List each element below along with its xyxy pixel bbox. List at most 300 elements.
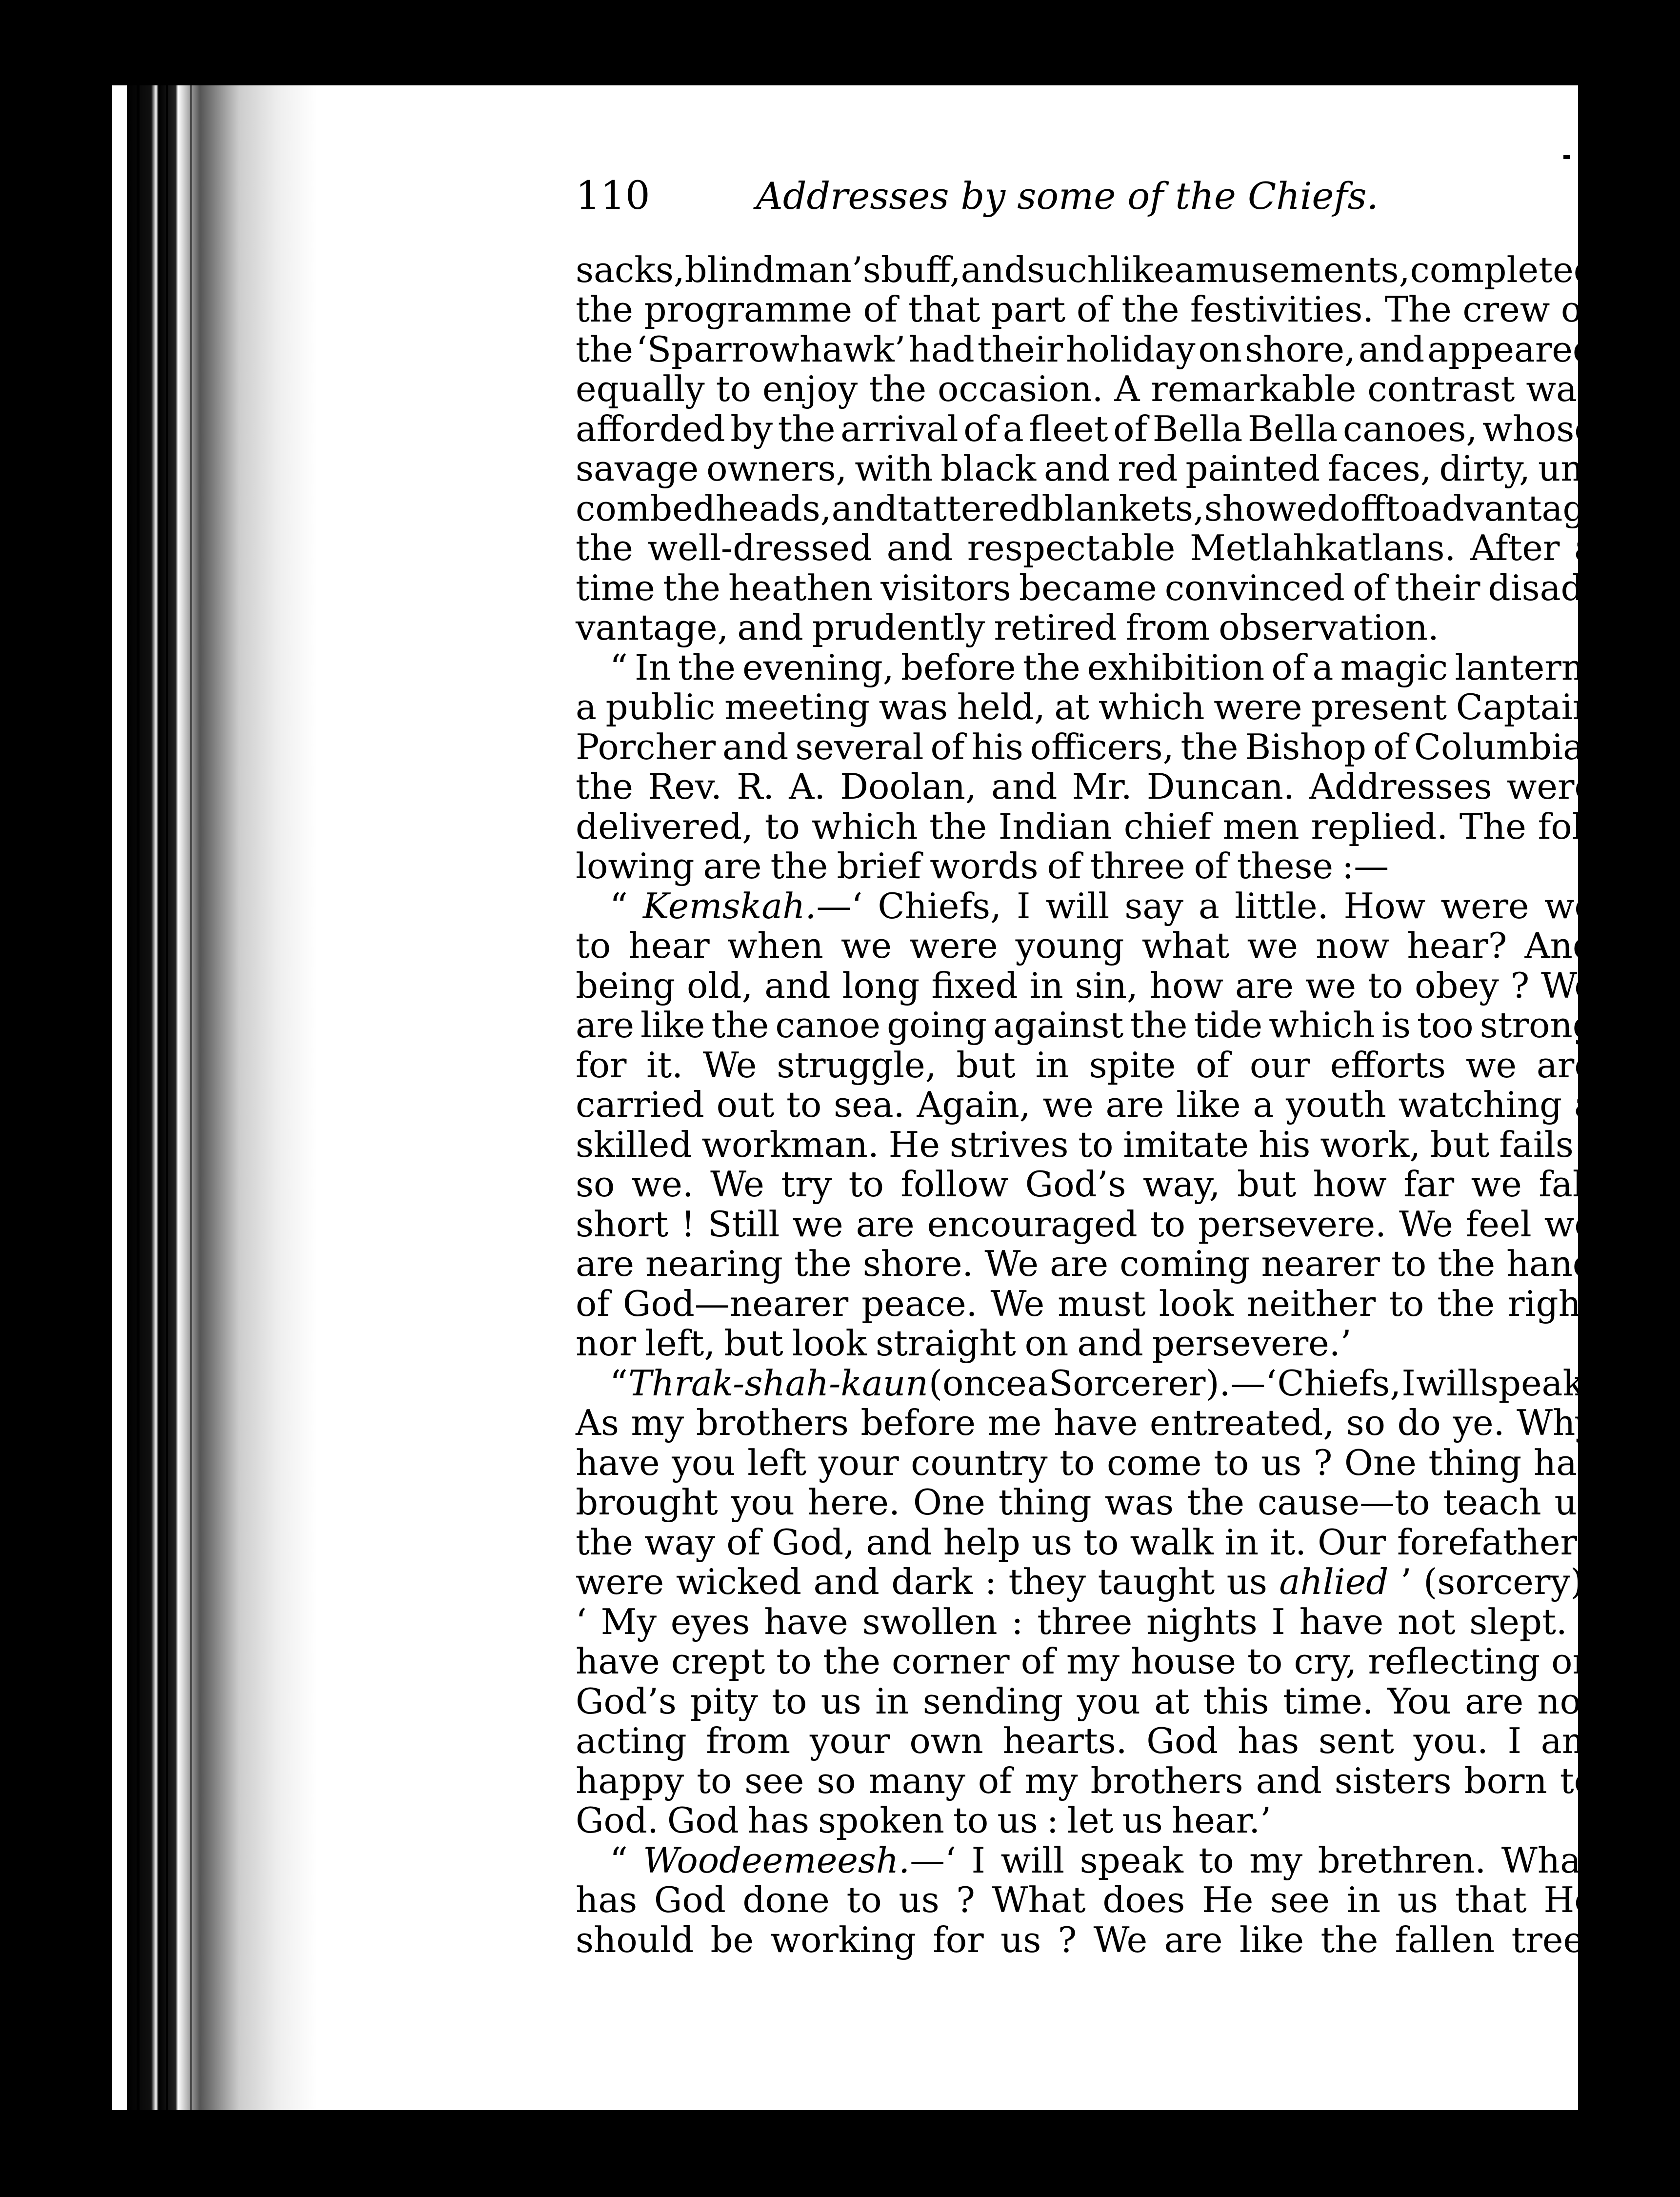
word: to <box>764 806 800 847</box>
word: so <box>1346 1402 1386 1443</box>
word: slept. <box>1469 1601 1567 1642</box>
word: “ <box>610 1839 628 1881</box>
word: of <box>978 1760 1012 1801</box>
word: skilled <box>576 1124 692 1165</box>
word: being <box>576 965 676 1006</box>
word: now <box>1315 925 1390 966</box>
word: for <box>576 1044 627 1086</box>
word: my <box>1066 1641 1120 1682</box>
word: Metlahkatlans. <box>1190 527 1456 568</box>
word: must <box>1058 1283 1146 1324</box>
word: three <box>1090 846 1185 887</box>
text-line <box>576 528 1595 568</box>
word: a <box>1002 408 1024 449</box>
word: One <box>1344 1442 1417 1483</box>
word: the <box>929 806 987 847</box>
word: a <box>1199 885 1220 927</box>
word: off <box>1339 487 1386 529</box>
word: imitate <box>1123 1124 1249 1165</box>
text-line <box>576 330 1595 370</box>
word: here. <box>807 1482 900 1523</box>
word: to <box>1078 1124 1114 1165</box>
word: The <box>1459 806 1526 847</box>
word: became <box>1019 567 1157 608</box>
word: tattered <box>897 487 1042 529</box>
text-line <box>576 1403 1595 1443</box>
word: we <box>1247 925 1298 966</box>
word: He <box>1201 1879 1254 1920</box>
word: crew <box>1462 289 1550 330</box>
word: entreated, <box>1149 1402 1335 1443</box>
word: follow <box>900 1164 1009 1205</box>
word: struggle, <box>777 1044 937 1086</box>
word: ? <box>1313 1442 1333 1483</box>
word: I <box>1581 1601 1595 1642</box>
text-line <box>576 1801 1595 1841</box>
word: your <box>809 1720 890 1761</box>
word: God’s <box>576 1680 677 1722</box>
word: God <box>667 1800 739 1841</box>
word: completed <box>1410 249 1596 290</box>
word: taught <box>1098 1561 1215 1602</box>
word: and <box>831 487 898 529</box>
word: which <box>811 806 918 847</box>
word: our <box>1249 1044 1310 1086</box>
word: us <box>1031 1521 1073 1563</box>
word: will <box>1416 1362 1480 1404</box>
word: and <box>960 249 1027 290</box>
word: and <box>813 1561 880 1602</box>
word: sisters <box>1334 1760 1452 1801</box>
word: and <box>1256 1760 1322 1801</box>
word: like <box>1239 1919 1304 1960</box>
word: straight <box>876 1323 1016 1364</box>
word: men <box>1222 806 1300 847</box>
word: to <box>786 1084 822 1125</box>
word: young <box>1015 925 1124 966</box>
gutter-edge-line <box>166 85 168 2110</box>
word: Indian <box>998 806 1113 847</box>
word: : <box>1011 1601 1023 1642</box>
word: : <box>1046 1800 1059 1841</box>
word: Bella <box>1247 408 1338 449</box>
word: to <box>1391 1243 1427 1284</box>
text-line <box>576 1006 1595 1046</box>
word: born <box>1464 1760 1547 1801</box>
word: right <box>1508 1283 1595 1324</box>
word: for <box>933 1919 984 1960</box>
word: many <box>868 1760 965 1801</box>
word: but <box>724 1323 783 1364</box>
word: “ <box>610 1362 628 1404</box>
word: was <box>1104 1482 1174 1523</box>
word: of <box>1373 726 1407 767</box>
text-line <box>576 887 1595 927</box>
word: And <box>1524 925 1595 966</box>
word: to <box>1199 1839 1234 1881</box>
word: have <box>1299 1601 1384 1642</box>
word: sin, <box>1075 965 1138 1006</box>
word: little. <box>1235 885 1329 927</box>
text-line <box>576 369 1595 409</box>
word: we <box>1471 1164 1522 1205</box>
word: fails <box>1499 1124 1574 1165</box>
text-line <box>576 449 1595 489</box>
word: God <box>1146 1720 1219 1761</box>
word: enjoy <box>762 368 858 409</box>
text-line <box>576 1841 1595 1881</box>
word: see <box>1270 1879 1330 1920</box>
word: to <box>848 1164 884 1205</box>
text-line <box>576 1523 1595 1563</box>
text-line <box>576 1642 1595 1682</box>
word: Addresses <box>1309 766 1492 807</box>
word: are <box>1164 1919 1223 1960</box>
word: Kemskah.—‘ <box>642 885 863 927</box>
word: were <box>909 925 998 966</box>
word: of <box>930 726 965 767</box>
word: youth <box>1286 1084 1386 1125</box>
word: so <box>817 1760 856 1801</box>
text-line <box>576 290 1595 330</box>
word: hearts. <box>1002 1720 1127 1761</box>
word: ? <box>1058 1919 1077 1960</box>
word: programme <box>644 289 852 330</box>
word: and <box>866 1521 932 1563</box>
word: like <box>640 1005 705 1046</box>
word: tree, <box>1511 1919 1595 1960</box>
word: part <box>991 289 1066 330</box>
text-line <box>576 1205 1595 1245</box>
word: Still <box>708 1203 780 1245</box>
word: working <box>770 1919 916 1960</box>
word: festivities. <box>1190 289 1374 330</box>
word: brought <box>576 1482 718 1523</box>
word: too <box>1417 1005 1474 1046</box>
word: way <box>644 1521 716 1563</box>
word: short <box>576 1203 669 1245</box>
word: chief <box>1123 806 1211 847</box>
text-line <box>576 1125 1595 1165</box>
word: the <box>576 289 633 330</box>
word: canoes, <box>1342 408 1478 449</box>
word: spite <box>1089 1044 1176 1086</box>
word: We <box>990 1283 1045 1324</box>
word: we <box>1305 965 1357 1006</box>
word: have <box>764 1601 848 1642</box>
word: persevere.’ <box>1152 1323 1352 1364</box>
word: owners, <box>706 448 847 489</box>
word: What <box>1501 1839 1595 1881</box>
word: are <box>1050 1243 1109 1284</box>
word: and <box>1044 448 1110 489</box>
word: and <box>1358 328 1425 370</box>
word: remarkable <box>1151 368 1357 409</box>
word: not <box>1537 1680 1595 1722</box>
word: of <box>963 408 998 449</box>
text-line <box>576 1443 1595 1483</box>
word: of <box>1076 289 1111 330</box>
word: He <box>1543 1879 1595 1920</box>
word: In <box>634 646 671 688</box>
word: brethren. <box>1318 1839 1486 1881</box>
word: As <box>576 1402 619 1443</box>
word: us <box>1554 1482 1595 1523</box>
word: forefathers <box>1397 1521 1595 1563</box>
word: but <box>1237 1164 1297 1205</box>
word: the <box>1187 1482 1244 1523</box>
word: We <box>710 1164 764 1205</box>
word: savage <box>576 448 699 489</box>
running-head <box>576 173 1595 218</box>
word: cry, <box>1294 1641 1357 1682</box>
text-line <box>576 1721 1595 1761</box>
body-text <box>576 249 1606 1960</box>
word: but <box>1430 1124 1490 1165</box>
text-line <box>576 487 1606 529</box>
word: to <box>1560 1760 1595 1801</box>
word: of <box>726 1521 761 1563</box>
word: and <box>886 527 953 568</box>
word: Chiefs, <box>878 885 1001 927</box>
word: tide <box>1194 1005 1263 1046</box>
word: brothers <box>1090 1760 1243 1801</box>
text-line <box>576 1880 1595 1920</box>
word: (once <box>928 1362 1027 1404</box>
word: painted <box>1185 448 1320 489</box>
word: my <box>631 1402 684 1443</box>
word: I <box>1401 1362 1416 1404</box>
word: a <box>1312 646 1334 688</box>
word: strives <box>949 1124 1069 1165</box>
word: to <box>1367 965 1403 1006</box>
word: “ <box>610 646 628 688</box>
word: is <box>1381 1005 1411 1046</box>
word: hand <box>1506 1243 1595 1284</box>
word: but <box>956 1044 1016 1086</box>
word: my <box>1249 1839 1303 1881</box>
word: the <box>1130 1005 1188 1046</box>
word: you <box>1077 1680 1140 1722</box>
text-line <box>576 409 1595 449</box>
word: we <box>792 1203 843 1245</box>
word: observation. <box>1219 607 1439 648</box>
word: out <box>716 1084 775 1125</box>
word: How <box>1343 885 1426 927</box>
word: pity <box>690 1680 758 1722</box>
text-line <box>576 847 1595 887</box>
word: God <box>654 1879 726 1920</box>
page-gutter-shadow <box>93 85 385 2110</box>
word: (sorcery). <box>1423 1561 1595 1602</box>
word: to <box>953 1800 989 1841</box>
word: the <box>1438 1243 1496 1284</box>
word: respectable <box>967 527 1176 568</box>
word: way, <box>1142 1164 1220 1205</box>
word: three <box>1037 1601 1133 1642</box>
word: visitors <box>880 567 1011 608</box>
word: will <box>1045 885 1110 927</box>
word: come <box>1106 1442 1202 1483</box>
word: from <box>1125 607 1210 648</box>
word: were <box>1440 885 1529 927</box>
word: to <box>1214 1442 1249 1483</box>
text-line <box>576 1364 1595 1404</box>
word: thing <box>1428 1442 1522 1483</box>
word: their <box>1395 567 1480 608</box>
text-line <box>576 568 1595 608</box>
word: of <box>1560 289 1595 330</box>
word: look <box>792 1323 867 1364</box>
word: before <box>900 646 1016 688</box>
word: the <box>869 368 927 409</box>
word: : <box>1583 1124 1595 1165</box>
word: lantern, <box>1455 646 1595 688</box>
word: his <box>1258 1124 1311 1165</box>
word: lowing <box>576 846 695 887</box>
word: not <box>1397 1601 1456 1642</box>
word: reflecting <box>1368 1641 1540 1682</box>
word: red <box>1118 448 1178 489</box>
word: us <box>997 1800 1038 1841</box>
word: sent <box>1318 1720 1394 1761</box>
word: the <box>1121 289 1180 330</box>
word: the <box>1022 646 1080 688</box>
word: appeared <box>1427 328 1595 370</box>
word: like <box>1176 1084 1241 1125</box>
word: I <box>971 1839 985 1881</box>
text-line <box>576 1165 1595 1205</box>
word: exhibition <box>1087 646 1265 688</box>
word: far <box>1403 1164 1455 1205</box>
word: contrast <box>1367 368 1515 409</box>
word: and <box>722 726 789 767</box>
word: blankets, <box>1041 487 1204 529</box>
word: speak. <box>1480 1362 1595 1404</box>
running-title: Addresses by some of the Chiefs. <box>756 174 1379 218</box>
word: ahlied <box>1279 1561 1389 1602</box>
word: the <box>576 328 633 370</box>
word: spoken <box>818 1800 945 1841</box>
word: the <box>1180 726 1239 767</box>
word: : <box>984 1561 997 1602</box>
word: the <box>770 846 828 887</box>
word: are <box>1465 1680 1524 1722</box>
text-line <box>576 966 1595 1006</box>
word: Doolan, <box>840 766 977 807</box>
word: with <box>855 448 933 489</box>
word: at <box>1154 1680 1190 1722</box>
word: ye. <box>1453 1402 1505 1443</box>
word: encouraged <box>927 1203 1138 1245</box>
page-number: 110 <box>576 173 650 218</box>
word: does <box>1102 1879 1185 1920</box>
word: country <box>911 1442 1048 1483</box>
word: on <box>1198 328 1242 370</box>
word: crept <box>671 1641 765 1682</box>
word: of <box>863 289 898 330</box>
word: dirty, <box>1439 448 1530 489</box>
word: on <box>1551 1641 1595 1682</box>
word: own <box>909 1720 983 1761</box>
word: My <box>600 1601 657 1642</box>
text-line <box>576 1761 1595 1801</box>
word: to <box>1060 1442 1095 1483</box>
word: Rev. <box>648 766 722 807</box>
word: in <box>1224 1521 1259 1563</box>
word: advantage <box>1420 487 1606 529</box>
word: Duncan. <box>1146 766 1295 807</box>
word: are <box>1536 1044 1595 1086</box>
word: their <box>977 328 1063 370</box>
word: dark <box>891 1561 973 1602</box>
word: to <box>1389 1283 1424 1324</box>
gutter-edge-line <box>137 85 140 2110</box>
word: are <box>703 846 762 887</box>
word: present <box>1311 686 1447 727</box>
text-line <box>576 727 1595 767</box>
word: try <box>781 1164 832 1205</box>
word: was <box>879 686 948 727</box>
word: buff, <box>880 249 961 290</box>
word: nights <box>1146 1601 1258 1642</box>
word: cause—to <box>1257 1482 1430 1523</box>
word: were <box>576 1561 664 1602</box>
word: fleet <box>1029 408 1108 449</box>
word: help <box>943 1521 1020 1563</box>
word: the <box>576 1521 633 1563</box>
word: say <box>1124 885 1183 927</box>
word: thing <box>998 1482 1092 1523</box>
word: whose <box>1482 408 1595 449</box>
word: heads, <box>715 487 832 529</box>
text-line <box>576 250 1595 290</box>
word: God, <box>772 1521 855 1563</box>
word: a <box>1253 1084 1274 1125</box>
word: un- <box>1538 448 1595 489</box>
word: going <box>887 1005 987 1046</box>
word: officers, <box>1030 726 1174 767</box>
word: Our <box>1318 1521 1386 1563</box>
word: has <box>747 1800 810 1841</box>
text-line <box>576 926 1595 966</box>
word: One <box>913 1482 985 1523</box>
text-line <box>576 807 1595 847</box>
word: which <box>1098 686 1205 727</box>
word: persevere. <box>1198 1203 1386 1245</box>
word: the <box>778 408 836 449</box>
word: me <box>987 1402 1042 1443</box>
word: I <box>1017 885 1031 927</box>
word: holiday <box>1066 328 1196 370</box>
word: I <box>1271 1601 1285 1642</box>
word: done <box>742 1879 830 1920</box>
word: will <box>1000 1839 1065 1881</box>
word: of <box>1271 646 1306 688</box>
word: delivered, <box>576 806 754 847</box>
word: fall <box>1539 1164 1595 1205</box>
word: the <box>711 1005 769 1046</box>
word: old, <box>687 965 753 1006</box>
word: do <box>1397 1402 1441 1443</box>
word: to <box>1247 1641 1283 1682</box>
word: it. <box>646 1044 683 1086</box>
word: Again, <box>917 1084 1031 1125</box>
word: such <box>1027 249 1110 290</box>
word: in <box>875 1680 909 1722</box>
word: nearer <box>1261 1243 1380 1284</box>
word: prudently <box>812 607 985 648</box>
